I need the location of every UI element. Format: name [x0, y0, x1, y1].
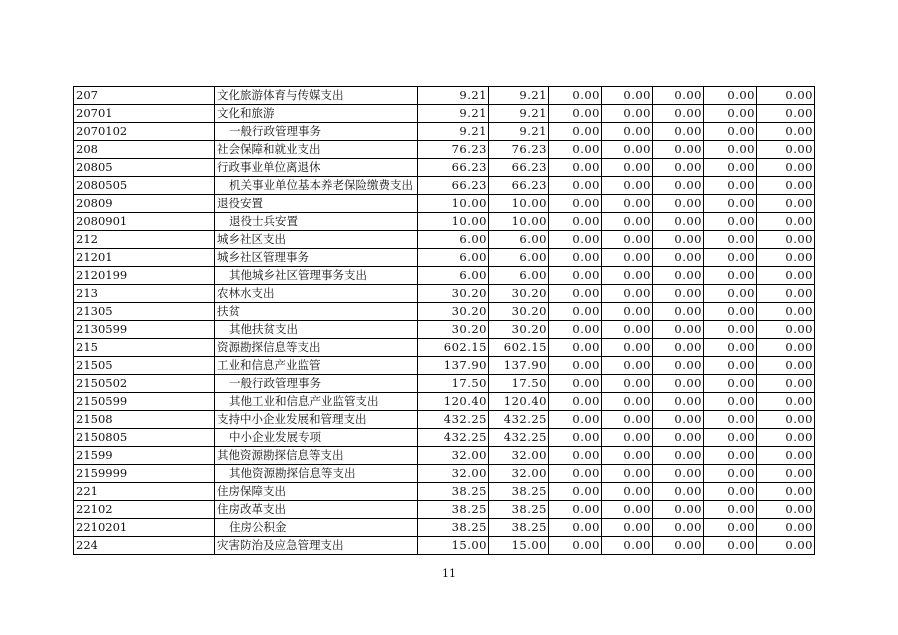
amount-cell: 0.00	[602, 465, 653, 483]
amount-cell: 76.23	[418, 141, 489, 159]
amount-cell: 0.00	[757, 195, 815, 213]
amount-cell: 0.00	[549, 213, 602, 231]
table-row	[74, 123, 815, 141]
amount-cell: 0.00	[549, 357, 602, 375]
amount-cell: 432.25	[418, 411, 489, 429]
subject-code-cell: 21505	[74, 357, 215, 375]
subject-name-cell: 其他资源勘探信息等支出	[215, 465, 418, 483]
subject-name-cell: 资源勘探信息等支出	[215, 339, 418, 357]
subject-name-cell: 文化和旅游	[215, 105, 418, 123]
table-row	[74, 267, 815, 285]
amount-cell: 0.00	[757, 339, 815, 357]
amount-cell: 0.00	[757, 357, 815, 375]
amount-cell: 0.00	[653, 267, 704, 285]
amount-cell: 0.00	[653, 303, 704, 321]
amount-cell: 0.00	[757, 411, 815, 429]
amount-cell: 0.00	[549, 303, 602, 321]
amount-cell: 0.00	[757, 429, 815, 447]
subject-name-cell: 其他工业和信息产业监管支出	[215, 393, 418, 411]
amount-cell: 38.25	[489, 483, 549, 501]
amount-cell: 30.20	[489, 321, 549, 339]
amount-cell: 0.00	[704, 249, 757, 267]
amount-cell: 0.00	[549, 483, 602, 501]
amount-cell: 0.00	[602, 105, 653, 123]
amount-cell: 32.00	[489, 447, 549, 465]
amount-cell: 0.00	[757, 501, 815, 519]
amount-cell: 432.25	[489, 411, 549, 429]
amount-cell: 0.00	[602, 339, 653, 357]
subject-name-cell: 一般行政管理事务	[215, 375, 418, 393]
amount-cell: 0.00	[602, 537, 653, 555]
amount-cell: 9.21	[418, 123, 489, 141]
budget-table	[73, 86, 815, 555]
amount-cell: 432.25	[418, 429, 489, 447]
amount-cell: 0.00	[653, 87, 704, 105]
table-row	[74, 483, 815, 501]
amount-cell: 6.00	[418, 267, 489, 285]
amount-cell: 602.15	[418, 339, 489, 357]
subject-code-cell: 213	[74, 285, 215, 303]
amount-cell: 0.00	[549, 321, 602, 339]
amount-cell: 0.00	[653, 339, 704, 357]
amount-cell: 15.00	[489, 537, 549, 555]
amount-cell: 0.00	[653, 465, 704, 483]
amount-cell: 0.00	[549, 285, 602, 303]
amount-cell: 0.00	[757, 105, 815, 123]
amount-cell: 0.00	[549, 105, 602, 123]
amount-cell: 6.00	[489, 267, 549, 285]
subject-name-cell: 城乡社区支出	[215, 231, 418, 249]
table-row	[74, 429, 815, 447]
subject-name-cell: 一般行政管理事务	[215, 123, 418, 141]
amount-cell: 0.00	[549, 519, 602, 537]
subject-name-cell: 退役士兵安置	[215, 213, 418, 231]
subject-code-cell: 2070102	[74, 123, 215, 141]
subject-code-cell: 212	[74, 231, 215, 249]
table-row	[74, 105, 815, 123]
subject-code-cell: 208	[74, 141, 215, 159]
table-row	[74, 177, 815, 195]
amount-cell: 0.00	[549, 141, 602, 159]
subject-name-cell: 住房改革支出	[215, 501, 418, 519]
amount-cell: 0.00	[653, 411, 704, 429]
amount-cell: 0.00	[602, 519, 653, 537]
amount-cell: 0.00	[602, 393, 653, 411]
table-row	[74, 465, 815, 483]
amount-cell: 0.00	[602, 375, 653, 393]
amount-cell: 0.00	[757, 231, 815, 249]
amount-cell: 0.00	[653, 447, 704, 465]
amount-cell: 0.00	[757, 87, 815, 105]
amount-cell: 0.00	[653, 519, 704, 537]
amount-cell: 0.00	[757, 249, 815, 267]
table-row	[74, 519, 815, 537]
amount-cell: 0.00	[704, 447, 757, 465]
amount-cell: 0.00	[757, 141, 815, 159]
subject-name-cell: 中小企业发展专项	[215, 429, 418, 447]
amount-cell: 0.00	[757, 447, 815, 465]
amount-cell: 17.50	[418, 375, 489, 393]
table-row	[74, 285, 815, 303]
amount-cell: 66.23	[418, 177, 489, 195]
amount-cell: 137.90	[418, 357, 489, 375]
subject-code-cell: 20805	[74, 159, 215, 177]
amount-cell: 0.00	[653, 537, 704, 555]
amount-cell: 0.00	[549, 177, 602, 195]
table-row	[74, 159, 815, 177]
amount-cell: 0.00	[757, 321, 815, 339]
amount-cell: 0.00	[653, 483, 704, 501]
amount-cell: 0.00	[704, 393, 757, 411]
amount-cell: 0.00	[757, 213, 815, 231]
amount-cell: 15.00	[418, 537, 489, 555]
subject-name-cell: 城乡社区管理事务	[215, 249, 418, 267]
amount-cell: 9.21	[489, 87, 549, 105]
amount-cell: 0.00	[602, 249, 653, 267]
amount-cell: 0.00	[704, 357, 757, 375]
table-row	[74, 357, 815, 375]
amount-cell: 0.00	[757, 123, 815, 141]
amount-cell: 30.20	[418, 285, 489, 303]
amount-cell: 0.00	[653, 123, 704, 141]
subject-code-cell: 21599	[74, 447, 215, 465]
table-row	[74, 195, 815, 213]
subject-code-cell: 22102	[74, 501, 215, 519]
amount-cell: 0.00	[704, 411, 757, 429]
amount-cell: 32.00	[489, 465, 549, 483]
amount-cell: 0.00	[602, 303, 653, 321]
table-row	[74, 249, 815, 267]
subject-code-cell: 221	[74, 483, 215, 501]
subject-name-cell: 退役安置	[215, 195, 418, 213]
amount-cell: 0.00	[653, 501, 704, 519]
subject-code-cell: 20701	[74, 105, 215, 123]
amount-cell: 0.00	[653, 321, 704, 339]
amount-cell: 0.00	[704, 267, 757, 285]
amount-cell: 10.00	[489, 195, 549, 213]
amount-cell: 0.00	[549, 123, 602, 141]
subject-name-cell: 其他城乡社区管理事务支出	[215, 267, 418, 285]
amount-cell: 0.00	[602, 159, 653, 177]
amount-cell: 0.00	[602, 429, 653, 447]
amount-cell: 0.00	[704, 375, 757, 393]
table-row	[74, 393, 815, 411]
amount-cell: 0.00	[549, 375, 602, 393]
amount-cell: 9.21	[418, 105, 489, 123]
amount-cell: 66.23	[489, 177, 549, 195]
subject-code-cell: 20809	[74, 195, 215, 213]
subject-code-cell: 21305	[74, 303, 215, 321]
amount-cell: 30.20	[489, 303, 549, 321]
amount-cell: 432.25	[489, 429, 549, 447]
amount-cell: 0.00	[653, 213, 704, 231]
subject-code-cell: 2159999	[74, 465, 215, 483]
amount-cell: 0.00	[757, 393, 815, 411]
table-row	[74, 213, 815, 231]
amount-cell: 0.00	[602, 483, 653, 501]
subject-name-cell: 社会保障和就业支出	[215, 141, 418, 159]
amount-cell: 0.00	[602, 411, 653, 429]
amount-cell: 0.00	[602, 195, 653, 213]
subject-name-cell: 文化旅游体育与传媒支出	[215, 87, 418, 105]
amount-cell: 0.00	[602, 213, 653, 231]
subject-code-cell: 2150502	[74, 375, 215, 393]
amount-cell: 0.00	[757, 537, 815, 555]
amount-cell: 0.00	[653, 195, 704, 213]
subject-name-cell: 其他资源勘探信息等支出	[215, 447, 418, 465]
amount-cell: 0.00	[704, 231, 757, 249]
subject-name-cell: 工业和信息产业监管	[215, 357, 418, 375]
amount-cell: 10.00	[418, 213, 489, 231]
amount-cell: 0.00	[549, 429, 602, 447]
subject-name-cell: 住房公积金	[215, 519, 418, 537]
amount-cell: 38.25	[489, 519, 549, 537]
subject-code-cell: 21201	[74, 249, 215, 267]
amount-cell: 76.23	[489, 141, 549, 159]
amount-cell: 0.00	[653, 231, 704, 249]
amount-cell: 0.00	[653, 249, 704, 267]
amount-cell: 0.00	[549, 231, 602, 249]
subject-name-cell: 住房保障支出	[215, 483, 418, 501]
amount-cell: 38.25	[418, 519, 489, 537]
amount-cell: 30.20	[418, 321, 489, 339]
amount-cell: 0.00	[704, 429, 757, 447]
amount-cell: 0.00	[602, 267, 653, 285]
page-number: 11	[442, 567, 456, 580]
amount-cell: 0.00	[704, 177, 757, 195]
table-row	[74, 339, 815, 357]
amount-cell: 0.00	[704, 501, 757, 519]
table-body	[74, 87, 815, 555]
amount-cell: 0.00	[602, 177, 653, 195]
amount-cell: 602.15	[489, 339, 549, 357]
subject-code-cell: 224	[74, 537, 215, 555]
amount-cell: 0.00	[549, 447, 602, 465]
amount-cell: 0.00	[704, 159, 757, 177]
amount-cell: 66.23	[489, 159, 549, 177]
amount-cell: 0.00	[757, 375, 815, 393]
table-row	[74, 303, 815, 321]
amount-cell: 0.00	[653, 105, 704, 123]
amount-cell: 66.23	[418, 159, 489, 177]
subject-name-cell: 行政事业单位离退休	[215, 159, 418, 177]
subject-name-cell: 机关事业单位基本养老保险缴费支出	[215, 177, 418, 195]
subject-name-cell: 灾害防治及应急管理支出	[215, 537, 418, 555]
amount-cell: 0.00	[757, 519, 815, 537]
amount-cell: 0.00	[704, 213, 757, 231]
amount-cell: 0.00	[549, 339, 602, 357]
amount-cell: 0.00	[757, 285, 815, 303]
amount-cell: 0.00	[549, 537, 602, 555]
subject-code-cell: 2150599	[74, 393, 215, 411]
amount-cell: 0.00	[653, 357, 704, 375]
amount-cell: 0.00	[549, 411, 602, 429]
amount-cell: 0.00	[602, 87, 653, 105]
amount-cell: 0.00	[549, 195, 602, 213]
amount-cell: 0.00	[549, 501, 602, 519]
amount-cell: 38.25	[418, 483, 489, 501]
subject-code-cell: 215	[74, 339, 215, 357]
amount-cell: 0.00	[653, 285, 704, 303]
amount-cell: 0.00	[757, 177, 815, 195]
amount-cell: 0.00	[704, 285, 757, 303]
subject-code-cell: 21508	[74, 411, 215, 429]
amount-cell: 6.00	[418, 249, 489, 267]
amount-cell: 0.00	[704, 537, 757, 555]
subject-code-cell: 2210201	[74, 519, 215, 537]
amount-cell: 0.00	[653, 429, 704, 447]
subject-code-cell: 2080505	[74, 177, 215, 195]
amount-cell: 0.00	[602, 123, 653, 141]
amount-cell: 0.00	[602, 285, 653, 303]
amount-cell: 0.00	[704, 105, 757, 123]
amount-cell: 120.40	[418, 393, 489, 411]
amount-cell: 9.21	[489, 123, 549, 141]
amount-cell: 0.00	[704, 465, 757, 483]
amount-cell: 0.00	[704, 519, 757, 537]
amount-cell: 0.00	[653, 393, 704, 411]
amount-cell: 17.50	[489, 375, 549, 393]
table-row	[74, 537, 815, 555]
amount-cell: 38.25	[418, 501, 489, 519]
amount-cell: 137.90	[489, 357, 549, 375]
amount-cell: 0.00	[757, 159, 815, 177]
amount-cell: 0.00	[549, 267, 602, 285]
amount-cell: 0.00	[549, 393, 602, 411]
table-row	[74, 411, 815, 429]
amount-cell: 30.20	[489, 285, 549, 303]
amount-cell: 0.00	[653, 375, 704, 393]
table-row	[74, 231, 815, 249]
amount-cell: 0.00	[653, 159, 704, 177]
amount-cell: 0.00	[549, 249, 602, 267]
table-row	[74, 321, 815, 339]
table-row	[74, 375, 815, 393]
amount-cell: 0.00	[704, 483, 757, 501]
amount-cell: 38.25	[489, 501, 549, 519]
subject-name-cell: 扶贫	[215, 303, 418, 321]
amount-cell: 0.00	[704, 339, 757, 357]
amount-cell: 10.00	[418, 195, 489, 213]
subject-code-cell: 2080901	[74, 213, 215, 231]
amount-cell: 0.00	[704, 303, 757, 321]
subject-name-cell: 其他扶贫支出	[215, 321, 418, 339]
amount-cell: 0.00	[704, 123, 757, 141]
amount-cell: 6.00	[418, 231, 489, 249]
amount-cell: 0.00	[602, 141, 653, 159]
amount-cell: 0.00	[757, 303, 815, 321]
amount-cell: 0.00	[757, 267, 815, 285]
amount-cell: 0.00	[704, 195, 757, 213]
subject-name-cell: 农林水支出	[215, 285, 418, 303]
amount-cell: 6.00	[489, 249, 549, 267]
amount-cell: 9.21	[489, 105, 549, 123]
amount-cell: 6.00	[489, 231, 549, 249]
amount-cell: 0.00	[602, 501, 653, 519]
amount-cell: 32.00	[418, 465, 489, 483]
table-row	[74, 501, 815, 519]
amount-cell: 0.00	[602, 321, 653, 339]
amount-cell: 0.00	[704, 321, 757, 339]
subject-code-cell: 2120199	[74, 267, 215, 285]
table-row	[74, 141, 815, 159]
amount-cell: 0.00	[602, 231, 653, 249]
amount-cell: 10.00	[489, 213, 549, 231]
amount-cell: 30.20	[418, 303, 489, 321]
amount-cell: 0.00	[602, 357, 653, 375]
amount-cell: 0.00	[704, 141, 757, 159]
table-row	[74, 447, 815, 465]
amount-cell: 0.00	[704, 87, 757, 105]
amount-cell: 0.00	[602, 447, 653, 465]
table-row	[74, 87, 815, 105]
subject-name-cell: 支持中小企业发展和管理支出	[215, 411, 418, 429]
amount-cell: 0.00	[549, 87, 602, 105]
subject-code-cell: 207	[74, 87, 215, 105]
subject-code-cell: 2150805	[74, 429, 215, 447]
amount-cell: 0.00	[549, 159, 602, 177]
amount-cell: 0.00	[549, 465, 602, 483]
amount-cell: 32.00	[418, 447, 489, 465]
amount-cell: 0.00	[757, 483, 815, 501]
amount-cell: 120.40	[489, 393, 549, 411]
subject-code-cell: 2130599	[74, 321, 215, 339]
amount-cell: 0.00	[757, 465, 815, 483]
amount-cell: 9.21	[418, 87, 489, 105]
amount-cell: 0.00	[653, 141, 704, 159]
amount-cell: 0.00	[653, 177, 704, 195]
